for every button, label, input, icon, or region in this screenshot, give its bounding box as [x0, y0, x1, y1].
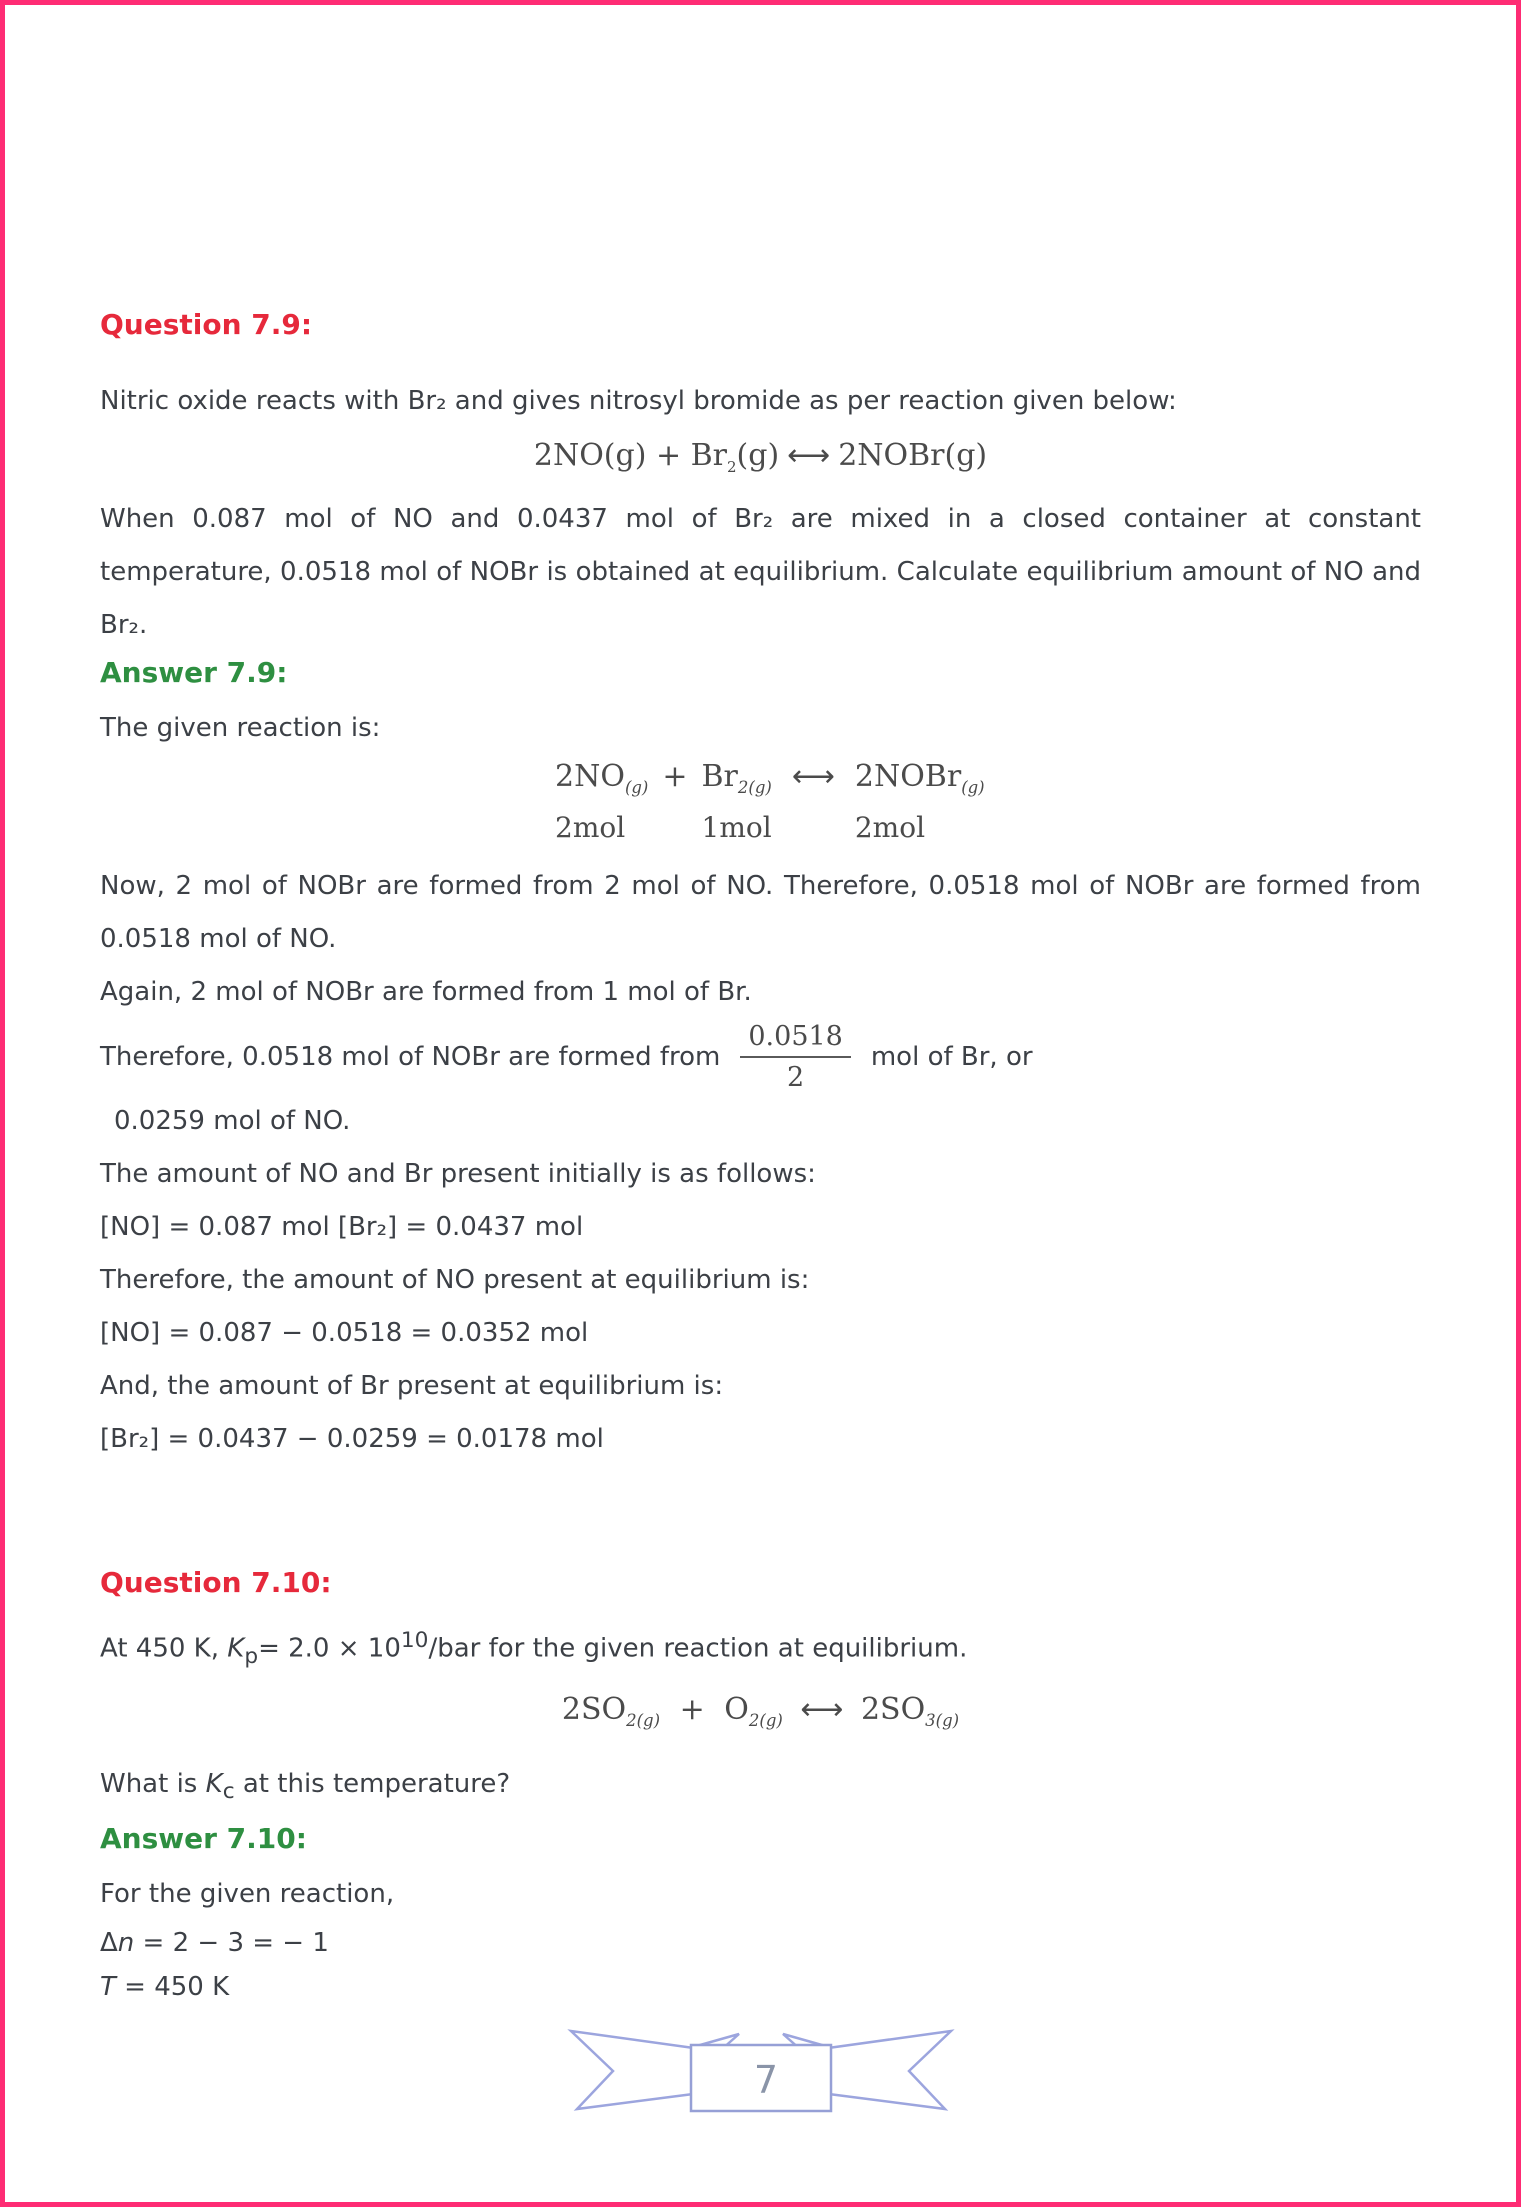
q9-body: When 0.087 mol of NO and 0.0437 mol of Br₂ are mixed in a closed container at constant temperature, 0.0518 mol of NOBr is obtained at equilibrium. Calculate equilibrium amount of NO and Br₂. — [100, 504, 1421, 640]
question-text: at this temperature? — [234, 1769, 511, 1800]
intro-text: = 2.0 × 10 — [258, 1633, 401, 1664]
answer-7-9-heading: Answer 7.9: — [100, 656, 288, 689]
therefore-text-after: mol of Br, or — [870, 1041, 1033, 1072]
page-number: 7 — [753, 2058, 778, 2103]
reaction-term — [561, 1692, 661, 1731]
kp-subscript: p — [244, 1644, 259, 1670]
reaction-term — [855, 757, 985, 808]
reaction-term — [860, 1692, 960, 1731]
q9-reaction-equation — [100, 434, 1421, 489]
plus-sign: + — [679, 1692, 705, 1728]
question-7-10-heading: Question 7.10: — [100, 1566, 332, 1600]
mol-amount: 1mol — [701, 811, 772, 844]
equation-subscript: 2 — [727, 458, 737, 476]
equilibrium-arrow: ⟷ — [791, 759, 835, 794]
reaction-term — [702, 757, 772, 808]
delta-symbol: Δ — [100, 1928, 118, 1959]
term-formula: 2SO — [860, 1692, 926, 1728]
ribbon-right-tail — [821, 2031, 951, 2109]
page-content — [5, 5, 1516, 2129]
q10-reaction-equation — [100, 1687, 1421, 1744]
q9-no-equilibrium-label: Therefore, the amount of NO present at equilibrium is: — [100, 1265, 810, 1296]
q10-working — [100, 1921, 1421, 2009]
fraction-denominator: 2 — [787, 1062, 805, 1094]
term-state-subscript: (g) — [624, 778, 649, 797]
equilibrium-arrow: ⟷ — [787, 438, 831, 473]
intro-text: At 450 K, — [100, 1633, 228, 1664]
exponent: 10 — [400, 1628, 429, 1654]
n-symbol: n — [117, 1928, 135, 1959]
temperature-line — [100, 1965, 1421, 2009]
term-formula: 2SO — [561, 1692, 627, 1728]
equation-rhs: 2NOBr(g) — [838, 438, 988, 473]
delta-value: = 2 − 3 = − 1 — [134, 1928, 329, 1959]
question-7-9-heading: Question 7.9: — [100, 308, 313, 341]
q9-given-reaction-label: The given reaction is: — [100, 713, 381, 743]
fraction-numerator: 0.0518 — [740, 1019, 850, 1058]
q10-question-line — [100, 1758, 1421, 1818]
term-formula: O — [724, 1692, 749, 1728]
q9-mol-reaction — [555, 757, 985, 848]
question-text: What is — [100, 1769, 206, 1800]
q9-no-equilibrium-value: [NO] = 0.087 − 0.0518 = 0.0352 mol — [100, 1318, 589, 1349]
fraction — [740, 1019, 850, 1095]
plus-sign: + — [662, 759, 688, 794]
therefore-text-before: Therefore, 0.0518 mol of NOBr are formed from — [100, 1041, 721, 1072]
term-formula: 2NOBr — [854, 759, 962, 794]
term-state-subscript: 2(g) — [737, 778, 772, 797]
q9-intro: Nitric oxide reacts with Br₂ and gives nitrosyl bromide as per reaction given below: — [100, 386, 1177, 416]
q9-therefore-line — [100, 1019, 1421, 1095]
delta-n-line — [100, 1921, 1421, 1965]
q9-br-equilibrium-label: And, the amount of Br present at equilibrium is: — [100, 1371, 724, 1402]
q9-again-line: Again, 2 mol of NOBr are formed from 1 mol of Br. — [100, 977, 752, 1007]
q9-br-equilibrium-value: [Br₂] = 0.0437 − 0.0259 = 0.0178 mol — [100, 1424, 604, 1455]
term-state-subscript: (g) — [961, 778, 985, 797]
q9-now-para: Now, 2 mol of NOBr are formed from 2 mol of NO. Therefore, 0.0518 mol of NOBr are formed from 0.0518 mol of NO. — [100, 871, 1421, 954]
term-formula: Br — [701, 759, 738, 794]
q10-intro — [100, 1614, 1421, 1683]
term-state-subscript: 2(g) — [626, 1711, 661, 1731]
kc-subscript: c — [222, 1779, 235, 1805]
t-symbol: T — [100, 1972, 116, 2003]
equation-state: (g) — [736, 438, 780, 473]
kc-symbol: K — [205, 1769, 223, 1800]
q9-or-line: 0.0259 mol of NO. — [114, 1106, 351, 1137]
intro-text: /bar for the given reaction at equilibrium. — [428, 1633, 968, 1664]
reaction-term — [555, 757, 648, 808]
answer-7-10-heading: Answer 7.10: — [100, 1822, 307, 1856]
equilibrium-arrow: ⟷ — [800, 1692, 844, 1728]
kp-symbol: K — [227, 1633, 245, 1664]
term-state-subscript: 2(g) — [748, 1711, 783, 1731]
term-state-subscript: 3(g) — [925, 1711, 960, 1731]
mol-amount: 2mol — [555, 811, 626, 844]
q9-initial-label: The amount of NO and Br present initially is as follows: — [100, 1159, 816, 1190]
t-value: = 450 K — [115, 1972, 230, 2003]
page-number-ribbon — [561, 2021, 961, 2129]
reaction-term — [724, 1692, 783, 1731]
term-formula: 2NO — [555, 759, 625, 794]
equation-lhs: 2NO(g) + Br — [533, 438, 727, 473]
mol-amounts-row — [555, 808, 985, 848]
ribbon-banner-graphic — [561, 2021, 961, 2125]
q9-initial-values: [NO] = 0.087 mol [Br₂] = 0.0437 mol — [100, 1212, 584, 1243]
ribbon-left-tail — [571, 2031, 701, 2109]
mol-amount: 2mol — [854, 811, 926, 844]
reaction-terms-row — [555, 757, 985, 808]
q10-for-line: For the given reaction, — [100, 1879, 395, 1910]
